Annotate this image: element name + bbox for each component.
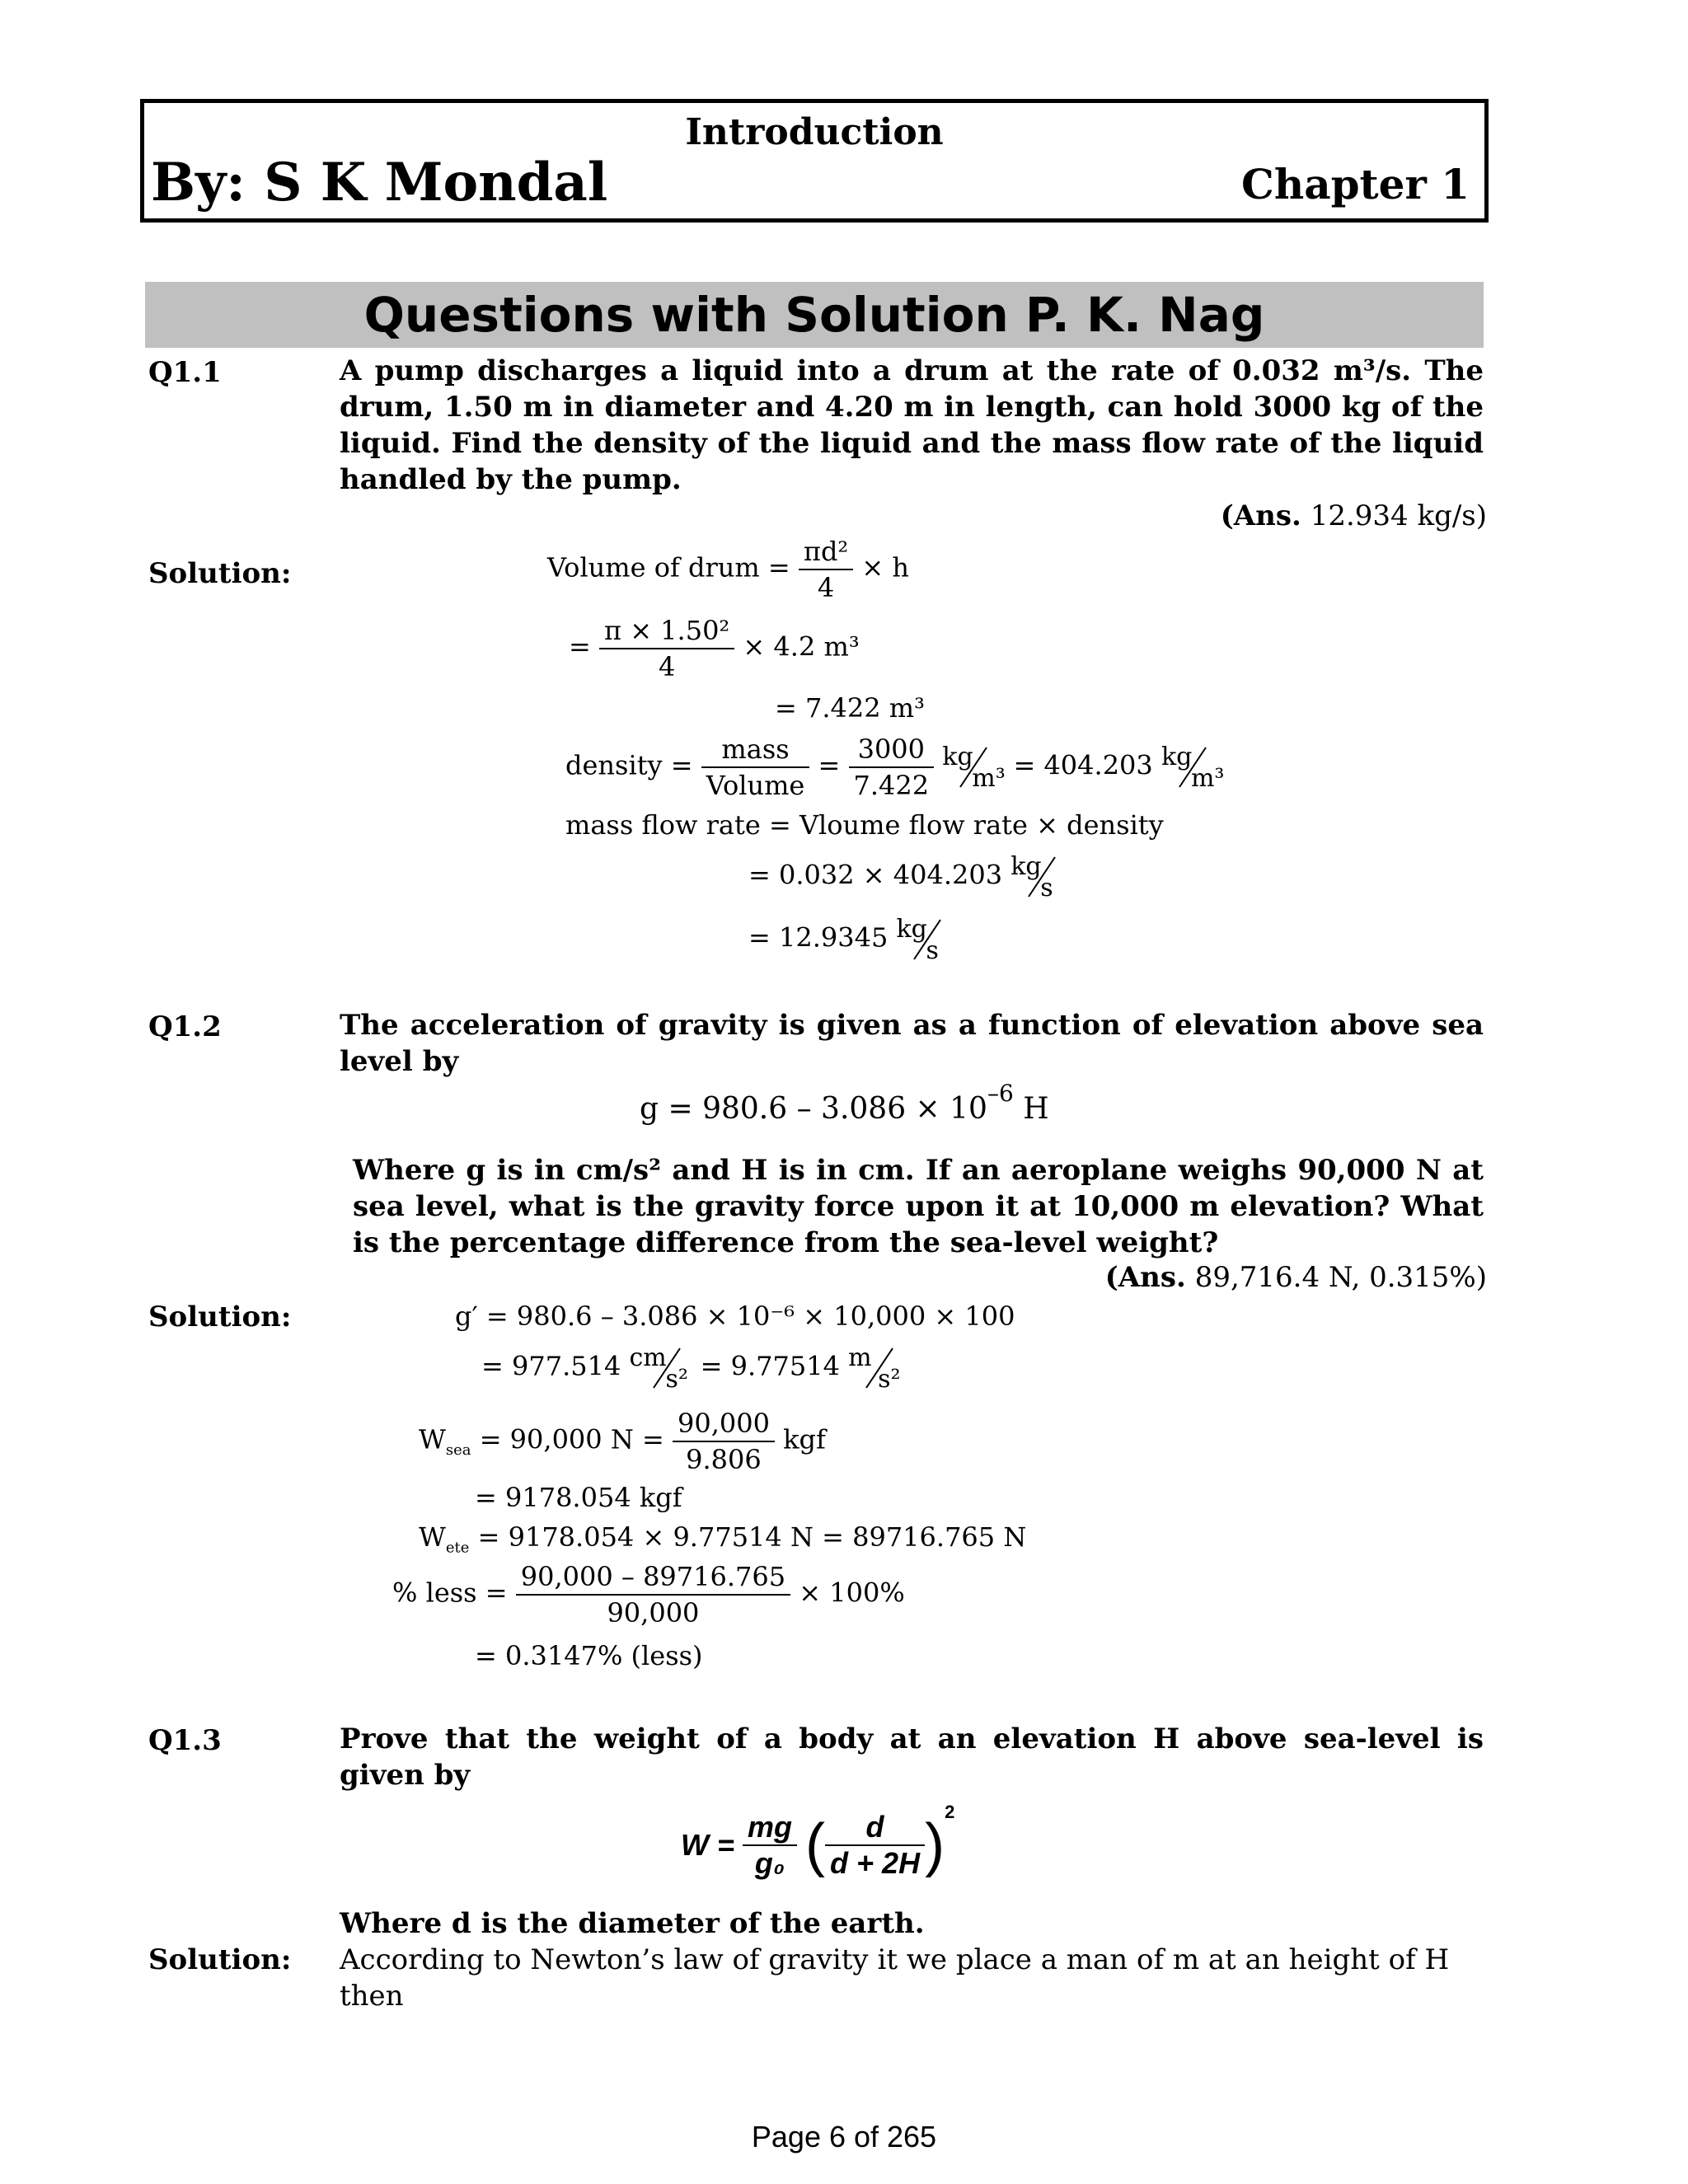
right-paren-icon: ) xyxy=(925,1812,945,1878)
question-label-q1: Q1.1 xyxy=(148,356,222,389)
page-number: Page 6 of 265 xyxy=(751,2120,937,2154)
q2-sol-line-1: g′ = 980.6 – 3.086 × 10⁻⁶ × 10,000 × 100 xyxy=(455,1301,1015,1332)
q3-formula xyxy=(681,1801,955,1881)
exponent: 2 xyxy=(945,1801,955,1822)
unit-denominator: m³ xyxy=(1190,764,1225,793)
unit-denominator: m³ xyxy=(972,764,1006,793)
solution-label-q3: Solution: xyxy=(148,1943,292,1976)
header-author: By: S K Mondal xyxy=(151,152,608,213)
unit-numerator: kg xyxy=(942,743,973,771)
question-label-q2: Q1.2 xyxy=(148,1010,222,1043)
header-subject: Introduction xyxy=(685,111,944,153)
q1-sol-line-3: = 7.422 m³ xyxy=(775,692,925,724)
math-text: = 90,000 N = xyxy=(479,1423,664,1455)
fraction xyxy=(743,1810,797,1881)
math-text: % less = xyxy=(392,1577,508,1609)
answer-q1 xyxy=(1221,499,1487,532)
numerator: 90,000 xyxy=(673,1406,775,1442)
denominator: d + 2H xyxy=(830,1846,921,1880)
q1-sol-line-7 xyxy=(748,916,959,963)
q1-sol-line-2 xyxy=(569,613,860,684)
chapter-header xyxy=(140,99,1489,223)
denominator: 90,000 xyxy=(607,1597,700,1629)
subscript: sea xyxy=(445,1441,471,1459)
q1-sol-line-4 xyxy=(565,732,1224,803)
unit-numerator: m xyxy=(848,1343,872,1372)
exponent: –6 xyxy=(987,1080,1014,1107)
fraction xyxy=(673,1406,775,1477)
unit-denominator: s xyxy=(926,936,939,965)
section-title: Questions with Solution P. K. Nag xyxy=(363,287,1265,343)
denominator: g₀ xyxy=(754,1846,785,1880)
numerator: 90,000 – 89716.765 xyxy=(516,1559,790,1596)
answer-value: 12.934 kg/s) xyxy=(1310,499,1487,532)
unit-denominator: s xyxy=(1040,874,1053,902)
math-text: kgf xyxy=(783,1423,826,1455)
unit-numerator: kg xyxy=(1160,743,1193,771)
math-text: × h xyxy=(861,551,910,583)
fraction xyxy=(599,613,734,684)
q2-sol-line-3 xyxy=(419,1406,826,1477)
denominator: 7.422 xyxy=(853,770,930,801)
denominator: 4 xyxy=(817,572,835,603)
math-text: = 9.77514 xyxy=(700,1350,840,1382)
answer-label: (Ans. xyxy=(1220,499,1301,532)
math-text: = 0.032 × 404.203 xyxy=(748,859,1003,891)
numerator: 3000 xyxy=(849,732,935,768)
fraction xyxy=(516,1559,790,1630)
section-title-band xyxy=(145,282,1484,348)
header-chapter: Chapter 1 xyxy=(1241,160,1470,209)
unit-numerator: kg xyxy=(896,915,927,944)
question-label-q3: Q1.3 xyxy=(148,1724,222,1757)
solution-label-q1: Solution: xyxy=(148,557,292,590)
math-text: Volume of drum = xyxy=(547,551,790,583)
numerator: d xyxy=(825,1810,925,1846)
numerator: mg xyxy=(743,1810,797,1846)
math-text: W = xyxy=(681,1828,735,1862)
math-text: W xyxy=(419,1423,446,1455)
q2-formula xyxy=(640,1080,1049,1126)
denominator: 4 xyxy=(658,651,676,682)
question-text-q3-detail: Where d is the diameter of the earth. xyxy=(340,1907,925,1940)
unit-cm-per-s2 xyxy=(629,1343,692,1394)
answer-value: 89,716.4 N, 0.315%) xyxy=(1194,1261,1487,1294)
q2-sol-line-7: = 0.3147% (less) xyxy=(475,1640,703,1671)
math-text: = 977.514 xyxy=(481,1350,621,1382)
math-text: × 100% xyxy=(799,1577,905,1609)
unit-kg-per-s xyxy=(1010,854,1073,900)
question-text-q1: A pump discharges a liquid into a drum at the rate of 0.032 m³/s. The drum, 1.50 m in diameter and 4.20 m in length, can hold 3000 kg of the liquid. Find the density of the liquid and the mass flow rate of the liquid handled by the pump. xyxy=(340,354,1484,496)
unit-kg-per-m3 xyxy=(1160,743,1225,793)
fraction xyxy=(799,534,853,605)
q2-sol-line-5 xyxy=(419,1521,1026,1556)
question-text-q2: The acceleration of gravity is given as a function of elevation above sea level by xyxy=(340,1009,1484,1078)
math-text: = xyxy=(818,749,841,781)
q1-sol-line-6 xyxy=(748,854,1073,900)
q1-sol-line-5: mass flow rate = Vloume flow rate × density xyxy=(565,809,1164,841)
answer-q2 xyxy=(1105,1261,1487,1294)
math-text: = 12.9345 xyxy=(748,921,889,954)
math-text: density = xyxy=(565,749,693,781)
q1-sol-line-1 xyxy=(547,534,909,605)
math-text: W xyxy=(419,1521,446,1553)
denominator: 9.806 xyxy=(686,1444,762,1475)
answer-label: (Ans. xyxy=(1104,1261,1186,1294)
numerator: π × 1.50² xyxy=(599,613,734,649)
math-text: = 404.203 xyxy=(1013,749,1153,781)
unit-m-per-s2 xyxy=(848,1343,911,1394)
subscript: ete xyxy=(445,1539,470,1557)
unit-denominator: s² xyxy=(878,1365,901,1394)
numerator: πd² xyxy=(799,534,853,570)
math-text: = 9178.054 × 9.77514 N = 89716.765 N xyxy=(477,1521,1027,1553)
fraction xyxy=(849,732,935,803)
math-text: H xyxy=(1023,1092,1049,1126)
math-text: = xyxy=(569,630,591,663)
q2-sol-line-2 xyxy=(481,1343,911,1394)
fraction xyxy=(701,732,810,803)
question-text-q2-detail: Where g is in cm/s² and H is in cm. If an aeroplane weighs 90,000 N at sea level, what is the gravity force upon it at 10,000 m elevation? What is the percentage difference from the sea-level weight? xyxy=(353,1154,1484,1259)
unit-denominator: s² xyxy=(665,1365,688,1394)
unit-numerator: cm xyxy=(629,1343,667,1372)
math-text: × 4.2 m³ xyxy=(743,630,860,663)
fraction xyxy=(825,1810,925,1881)
q3-solution-text: According to Newton’s law of gravity it we place a man of m at an height of H then xyxy=(340,1943,1450,2013)
unit-kg-per-s xyxy=(896,916,959,963)
unit-kg-per-m3 xyxy=(942,743,1006,793)
left-paren-icon: ( xyxy=(805,1812,826,1878)
q2-sol-line-6 xyxy=(392,1559,905,1630)
question-text-q3: Prove that the weight of a body at an elevation H above sea-level is given by xyxy=(340,1722,1484,1792)
denominator: Volume xyxy=(706,770,805,801)
math-text: g = 980.6 – 3.086 × 10 xyxy=(640,1092,987,1126)
numerator: mass xyxy=(701,732,810,768)
solution-label-q2: Solution: xyxy=(148,1301,292,1333)
q2-sol-line-4: = 9178.054 kgf xyxy=(475,1482,682,1513)
unit-numerator: kg xyxy=(1010,852,1042,881)
